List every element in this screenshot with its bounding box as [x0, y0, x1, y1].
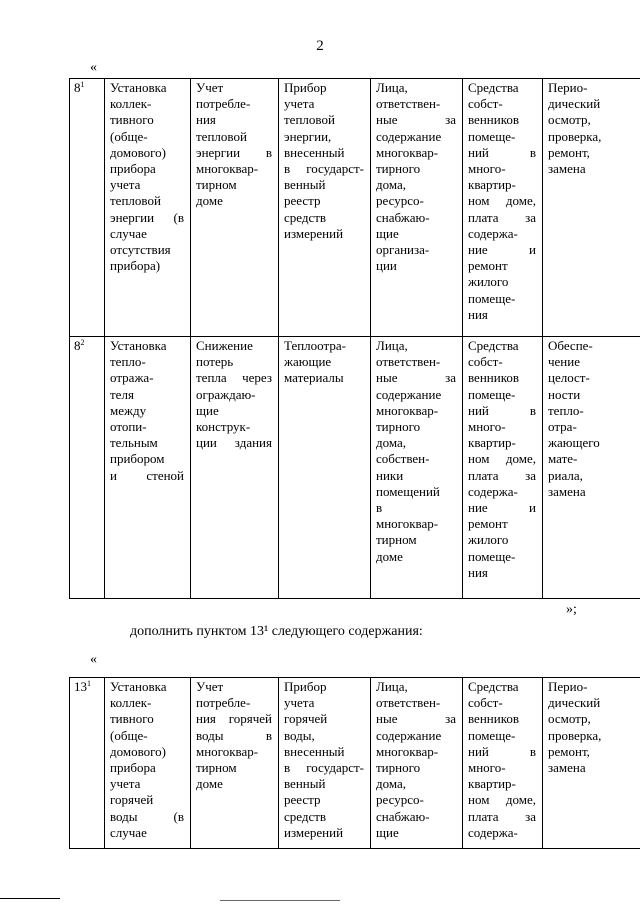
cell-line: содержа-	[468, 225, 518, 241]
item-number-superscript: 1	[87, 679, 91, 688]
cell-line: жилого	[468, 532, 509, 548]
cell-line: внесенный	[284, 743, 345, 759]
cell-line: собст-	[468, 354, 503, 370]
cell-line: между	[110, 402, 147, 418]
item-number: 8	[74, 80, 81, 95]
cell-line: прибора	[110, 161, 156, 177]
cell-line: многоквар-	[376, 144, 439, 160]
item-number-cell	[70, 337, 105, 599]
item-number-cell	[70, 678, 105, 849]
item-number-superscript: 1	[80, 80, 85, 89]
opening-quote: «	[90, 60, 97, 75]
cell-line: венников	[468, 370, 519, 386]
cell-line: Установка	[110, 338, 167, 353]
cell-line: воды,	[284, 727, 315, 743]
cell-line: Прибор	[284, 80, 327, 95]
cell-line: коллек-	[110, 96, 152, 112]
cell-line: дома,	[376, 776, 407, 792]
cell-line: в	[376, 500, 383, 516]
cell-line: ний в	[468, 144, 536, 160]
cell-line: ния	[468, 564, 488, 580]
equipment-cell	[279, 337, 371, 599]
cell-line: тирного	[376, 161, 421, 177]
cell-line: и стеной	[110, 467, 184, 483]
cell-line: ние и	[468, 500, 536, 516]
cell-line: ном доме,	[468, 193, 536, 209]
cell-line: замена	[548, 483, 586, 499]
cell-line: жающего	[548, 435, 600, 451]
cell-line: конструк-	[196, 419, 251, 435]
cell-line: квартир-	[468, 776, 516, 792]
scan-edge-mark	[0, 898, 60, 899]
cell-line: отопи-	[110, 419, 147, 435]
cell-line: случае	[110, 824, 147, 840]
equipment-cell	[279, 678, 371, 849]
cell-line: многоквар-	[196, 743, 259, 759]
cell-line: ности	[548, 386, 581, 402]
cell-line: дический	[548, 96, 601, 112]
cell-line: ний в	[468, 402, 536, 418]
funding-cell	[463, 337, 543, 599]
cell-line: содержание	[376, 386, 442, 402]
cell-line: ответствен-	[376, 354, 441, 370]
cell-line: тивного	[110, 711, 154, 727]
item-number: 13	[74, 679, 87, 694]
cell-line: ния	[468, 306, 488, 322]
cell-line: Средства	[468, 338, 519, 353]
cell-line: Установка	[110, 80, 167, 95]
cell-line: снабжаю-	[376, 808, 430, 824]
cell-line: риала,	[548, 467, 583, 483]
cell-line: внесенный	[284, 144, 345, 160]
item-number: 8	[74, 338, 81, 353]
cell-line: ответствен-	[376, 96, 441, 112]
cell-line: тельным	[110, 435, 158, 451]
cell-line: тирного	[376, 760, 421, 776]
maintenance-cell	[543, 678, 640, 849]
cell-line: ние и	[468, 242, 536, 258]
cell-line: тепловой	[196, 128, 247, 144]
cell-line: материалы	[284, 370, 344, 386]
cell-line: учета	[110, 776, 141, 792]
work-type-cell	[105, 678, 191, 849]
maintenance-cell	[543, 79, 640, 337]
cell-line: (обще-	[110, 128, 148, 144]
cell-line: Теплоотра-	[284, 338, 346, 353]
cell-line: воды в	[196, 727, 272, 743]
cell-line: ные за	[376, 370, 456, 386]
cell-line: ные за	[376, 112, 456, 128]
cell-line: доме	[376, 548, 403, 564]
cell-line: учета	[284, 96, 315, 112]
cell-line: ограждаю-	[196, 386, 256, 402]
cell-line: тирном	[196, 760, 237, 776]
responsible-cell	[371, 337, 463, 599]
cell-line: теля	[110, 386, 134, 402]
cell-line: потребле-	[196, 96, 251, 112]
table-row	[70, 79, 640, 337]
cell-line: потерь	[196, 354, 234, 370]
cell-line: ремонт	[468, 258, 508, 274]
cell-line: ные за	[376, 711, 456, 727]
cell-line: отсутствия	[110, 242, 171, 258]
cell-line: дома,	[376, 435, 407, 451]
cell-line: плата за	[468, 209, 536, 225]
cell-line: измерений	[284, 824, 344, 840]
cell-line: помеще-	[468, 128, 516, 144]
cell-line: реестр	[284, 792, 321, 808]
amendment-table-heat	[69, 78, 640, 599]
cell-line: организа-	[376, 242, 430, 258]
cell-line: Обеспе-	[548, 338, 593, 353]
table-row	[70, 678, 640, 849]
cell-line: замена	[548, 161, 586, 177]
work-type-cell	[105, 337, 191, 599]
cell-line: содержание	[376, 128, 442, 144]
cell-line: энергии (в	[110, 209, 184, 225]
cell-line: ном доме,	[468, 451, 536, 467]
cell-line: тепловой	[110, 193, 161, 209]
cell-line: Лица,	[376, 338, 408, 353]
cell-line: венный	[284, 177, 326, 193]
cell-line: прибора)	[110, 258, 161, 274]
purpose-cell	[191, 678, 279, 849]
cell-line: содержание	[376, 727, 442, 743]
cell-line: квартир-	[468, 435, 516, 451]
cell-line: тирного	[376, 419, 421, 435]
funding-cell	[463, 678, 543, 849]
cell-line: Средства	[468, 80, 519, 95]
maintenance-cell	[543, 337, 640, 599]
page-number: 2	[316, 38, 324, 54]
cell-line: плата за	[468, 467, 536, 483]
amendment-intro-text: дополнить пунктом 13¹ следующего содержания:	[130, 624, 423, 639]
cell-line: помещений	[376, 483, 440, 499]
amendment-table-hot-water	[69, 677, 640, 849]
cell-line: замена	[548, 760, 586, 776]
equipment-cell	[279, 79, 371, 337]
cell-line: тепло-	[110, 354, 146, 370]
cell-line: тепло-	[548, 402, 584, 418]
cell-line: воды (в	[110, 808, 184, 824]
cell-line: ции	[376, 258, 397, 274]
cell-line: ремонт	[468, 516, 508, 532]
cell-line: содержа-	[468, 824, 518, 840]
cell-line: собст-	[468, 96, 503, 112]
cell-line: мате-	[548, 451, 578, 467]
cell-line: снабжаю-	[376, 209, 430, 225]
cell-line: венников	[468, 112, 519, 128]
cell-line: дома,	[376, 177, 407, 193]
cell-line: средств	[284, 209, 327, 225]
item-number-cell	[70, 79, 105, 337]
cell-line: Установка	[110, 679, 167, 694]
cell-line: собст-	[468, 695, 503, 711]
cell-line: помеще-	[468, 548, 516, 564]
cell-line: доме	[196, 193, 223, 209]
cell-line: помеще-	[468, 727, 516, 743]
funding-cell	[463, 79, 543, 337]
cell-line: Прибор	[284, 679, 327, 694]
cell-line: тирном	[196, 177, 237, 193]
cell-line: квартир-	[468, 177, 516, 193]
cell-line: собствен-	[376, 451, 430, 467]
cell-line: ции здания	[196, 435, 272, 451]
cell-line: Учет	[196, 679, 224, 694]
cell-line: много-	[468, 161, 506, 177]
cell-line: энергии в	[196, 144, 272, 160]
cell-line: Снижение	[196, 338, 253, 353]
cell-line: средств	[284, 808, 327, 824]
cell-line: ний в	[468, 743, 536, 759]
cell-line: ремонт,	[548, 144, 590, 160]
cell-line: тепла через	[196, 370, 272, 386]
cell-line: чение	[548, 354, 580, 370]
cell-line: помеще-	[468, 386, 516, 402]
cell-line: ответствен-	[376, 695, 441, 711]
cell-line: много-	[468, 760, 506, 776]
purpose-cell	[191, 79, 279, 337]
purpose-cell	[191, 337, 279, 599]
cell-line: ния	[196, 112, 216, 128]
cell-line: Лица,	[376, 679, 408, 694]
cell-line: учета	[110, 177, 141, 193]
cell-line: Лица,	[376, 80, 408, 95]
cell-line: тепловой	[284, 112, 335, 128]
work-type-cell	[105, 79, 191, 337]
cell-line: многоквар-	[376, 516, 439, 532]
cell-line: тирном	[376, 532, 417, 548]
cell-line: учета	[284, 695, 315, 711]
responsible-cell	[371, 678, 463, 849]
cell-line: проверка,	[548, 128, 602, 144]
cell-line: реестр	[284, 193, 321, 209]
cell-line: ния горячей	[196, 711, 272, 727]
table-row	[70, 337, 640, 599]
cell-line: случае	[110, 225, 147, 241]
cell-line: венников	[468, 711, 519, 727]
cell-line: венный	[284, 776, 326, 792]
cell-line: Средства	[468, 679, 519, 694]
cell-line: содержа-	[468, 483, 518, 499]
cell-line: в государст-	[284, 161, 364, 177]
cell-line: прибора	[110, 760, 156, 776]
cell-line: жающие	[284, 354, 332, 370]
responsible-cell	[371, 79, 463, 337]
cell-line: коллек-	[110, 695, 152, 711]
cell-line: Перио-	[548, 679, 588, 694]
closing-quote: »;	[566, 602, 577, 617]
cell-line: плата за	[468, 808, 536, 824]
cell-line: домового)	[110, 743, 166, 759]
cell-line: многоквар-	[376, 743, 439, 759]
cell-line: жилого	[468, 274, 509, 290]
cell-line: ном доме,	[468, 792, 536, 808]
cell-line: прибором	[110, 451, 165, 467]
cell-line: многоквар-	[376, 402, 439, 418]
cell-line: осмотр,	[548, 112, 591, 128]
cell-line: горячей	[284, 711, 328, 727]
cell-line: домового)	[110, 144, 166, 160]
cell-line: помеще-	[468, 290, 516, 306]
cell-line: потребле-	[196, 695, 251, 711]
cell-line: ники	[376, 467, 404, 483]
cell-line: ремонт,	[548, 743, 590, 759]
cell-line: ресурсо-	[376, 193, 424, 209]
cell-line: ресурсо-	[376, 792, 424, 808]
cell-line: многоквар-	[196, 161, 259, 177]
cell-line: горячей	[110, 792, 154, 808]
cell-line: дический	[548, 695, 601, 711]
cell-line: отража-	[110, 370, 154, 386]
item-number-superscript: 2	[80, 338, 85, 347]
cell-line: тивного	[110, 112, 154, 128]
cell-line: Перио-	[548, 80, 588, 95]
cell-line: энергии,	[284, 128, 332, 144]
cell-line: (обще-	[110, 727, 148, 743]
cell-line: целост-	[548, 370, 590, 386]
cell-line: щие	[376, 225, 399, 241]
scan-edge-mark	[220, 900, 340, 901]
cell-line: щие	[196, 402, 219, 418]
cell-line: осмотр,	[548, 711, 591, 727]
cell-line: в государст-	[284, 760, 364, 776]
cell-line: доме	[196, 776, 223, 792]
opening-quote: «	[90, 652, 97, 667]
cell-line: измерений	[284, 225, 344, 241]
cell-line: проверка,	[548, 727, 602, 743]
cell-line: щие	[376, 824, 399, 840]
cell-line: отра-	[548, 419, 577, 435]
cell-line: много-	[468, 419, 506, 435]
cell-line: Учет	[196, 80, 224, 95]
